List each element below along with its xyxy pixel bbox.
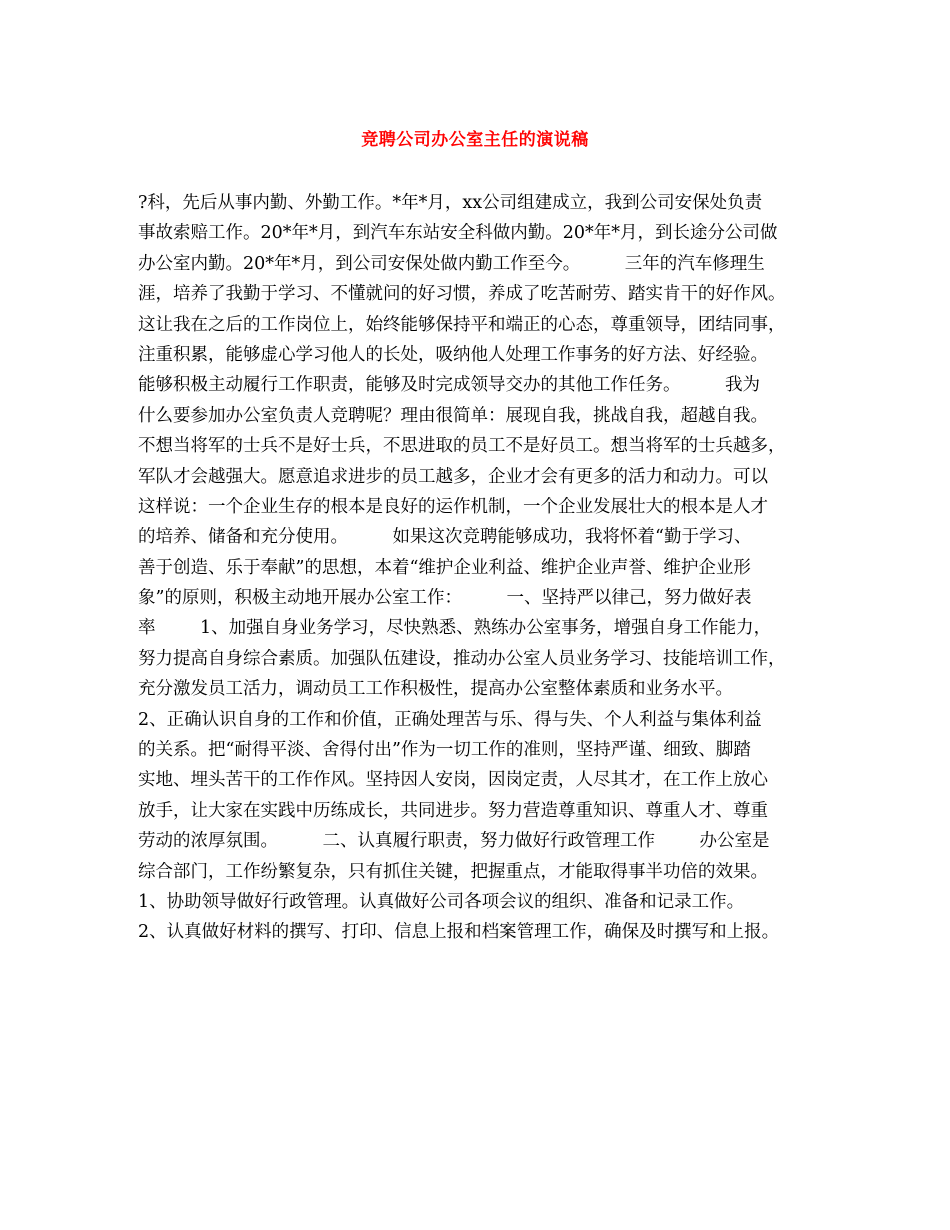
body-line: 不想当将军的士兵不是好士兵，不思进取的员工不是好员工。想当将军的士兵越多， xyxy=(138,436,786,457)
body-line: 2、认真做好材料的撰写、打印、信息上报和档案管理工作，确保及时撰写和上报。 xyxy=(138,922,780,943)
body-line: 这样说：一个企业生存的根本是良好的运作机制，一个企业发展壮大的根本是人才 xyxy=(138,496,768,517)
body-line: 善于创造、乐于奉献”的思想，本着“维护企业利益、维护企业声誉、维护企业形 xyxy=(138,557,751,578)
body-line: 能够积极主动履行工作职责，能够及时完成领导交办的其他工作任务。 我为 xyxy=(138,375,760,396)
body-line: 的培养、储备和充分使用。 如果这次竞聘能够成功，我将怀着“勤于学习、 xyxy=(138,527,752,548)
body-line: 涯，培养了我勤于学习、不懂就问的好习惯，养成了吃苦耐劳、踏实肯干的好作风。 xyxy=(138,284,786,305)
body-line: 劳动的浓厚氛围。 二、认真履行职责，努力做好行政管理工作 办公室是 xyxy=(138,831,770,852)
body-line: 实地、埋头苦干的工作作风。坚持因人安岗，因岗定责，人尽其才，在工作上放心 xyxy=(138,770,768,791)
body-line: 事故索赔工作。20*年*月，到汽车东站安全科做内勤。20*年*月，到长途分公司做 xyxy=(138,223,778,244)
body-line: 综合部门，工作纷繁复杂，只有抓住关键，把握重点，才能取得事半功倍的效果。 xyxy=(138,861,768,882)
body-line: 什么要参加办公室负责人竞聘呢？理由很简单：展现自我，挑战自我，超越自我。 xyxy=(138,405,768,426)
body-line: 率 1、加强自身业务学习，尽快熟悉、熟练办公室事务，增强自身工作能力， xyxy=(138,618,772,639)
body-line: 这让我在之后的工作岗位上，始终能够保持平和端正的心态，尊重领导，团结同事， xyxy=(138,314,786,335)
body-line: 的关系。把“耐得平淡、舍得付出”作为一切工作的准则，坚持严谨、细致、脚踏 xyxy=(138,740,751,761)
body-line: 努力提高自身综合素质。加强队伍建设，推动办公室人员业务学习、技能培训工作， xyxy=(138,648,786,669)
document-title: 竞聘公司办公室主任的演说稿 xyxy=(361,130,589,150)
body-line: 1、协助领导做好行政管理。认真做好公司各项会议的组织、准备和记录工作。 xyxy=(138,891,745,912)
body-line: 军队才会越强大。愿意追求进步的员工越多，企业才会有更多的活力和动力。可以 xyxy=(138,466,768,487)
body-line: ?科，先后从事内勤、外勤工作。*年*月，xx公司组建成立，我到公司安保处负责 xyxy=(138,193,763,213)
document-body xyxy=(138,188,828,948)
body-line: 2、正确认识自身的工作和价值，正确处理苦与乐、得与失、个人利益与集体利益 xyxy=(138,709,762,730)
body-line: 办公室内勤。20*年*月，到公司安保处做内勤工作至今。 三年的汽车修理生 xyxy=(138,253,765,274)
body-line: 放手，让大家在实践中历练成长，共同进步。努力营造尊重知识、尊重人才、尊重 xyxy=(138,800,768,821)
body-line: 充分激发员工活力，调动员工工作积极性，提高办公室整体素质和业务水平。 xyxy=(138,679,733,700)
body-line: 象”的原则，积极主动地开展办公室工作： 一、坚持严以律己，努力做好表 xyxy=(138,588,752,609)
body-line: 注重积累，能够虚心学习他人的长处，吸纳他人处理工作事务的好方法、好经验。 xyxy=(138,344,768,365)
